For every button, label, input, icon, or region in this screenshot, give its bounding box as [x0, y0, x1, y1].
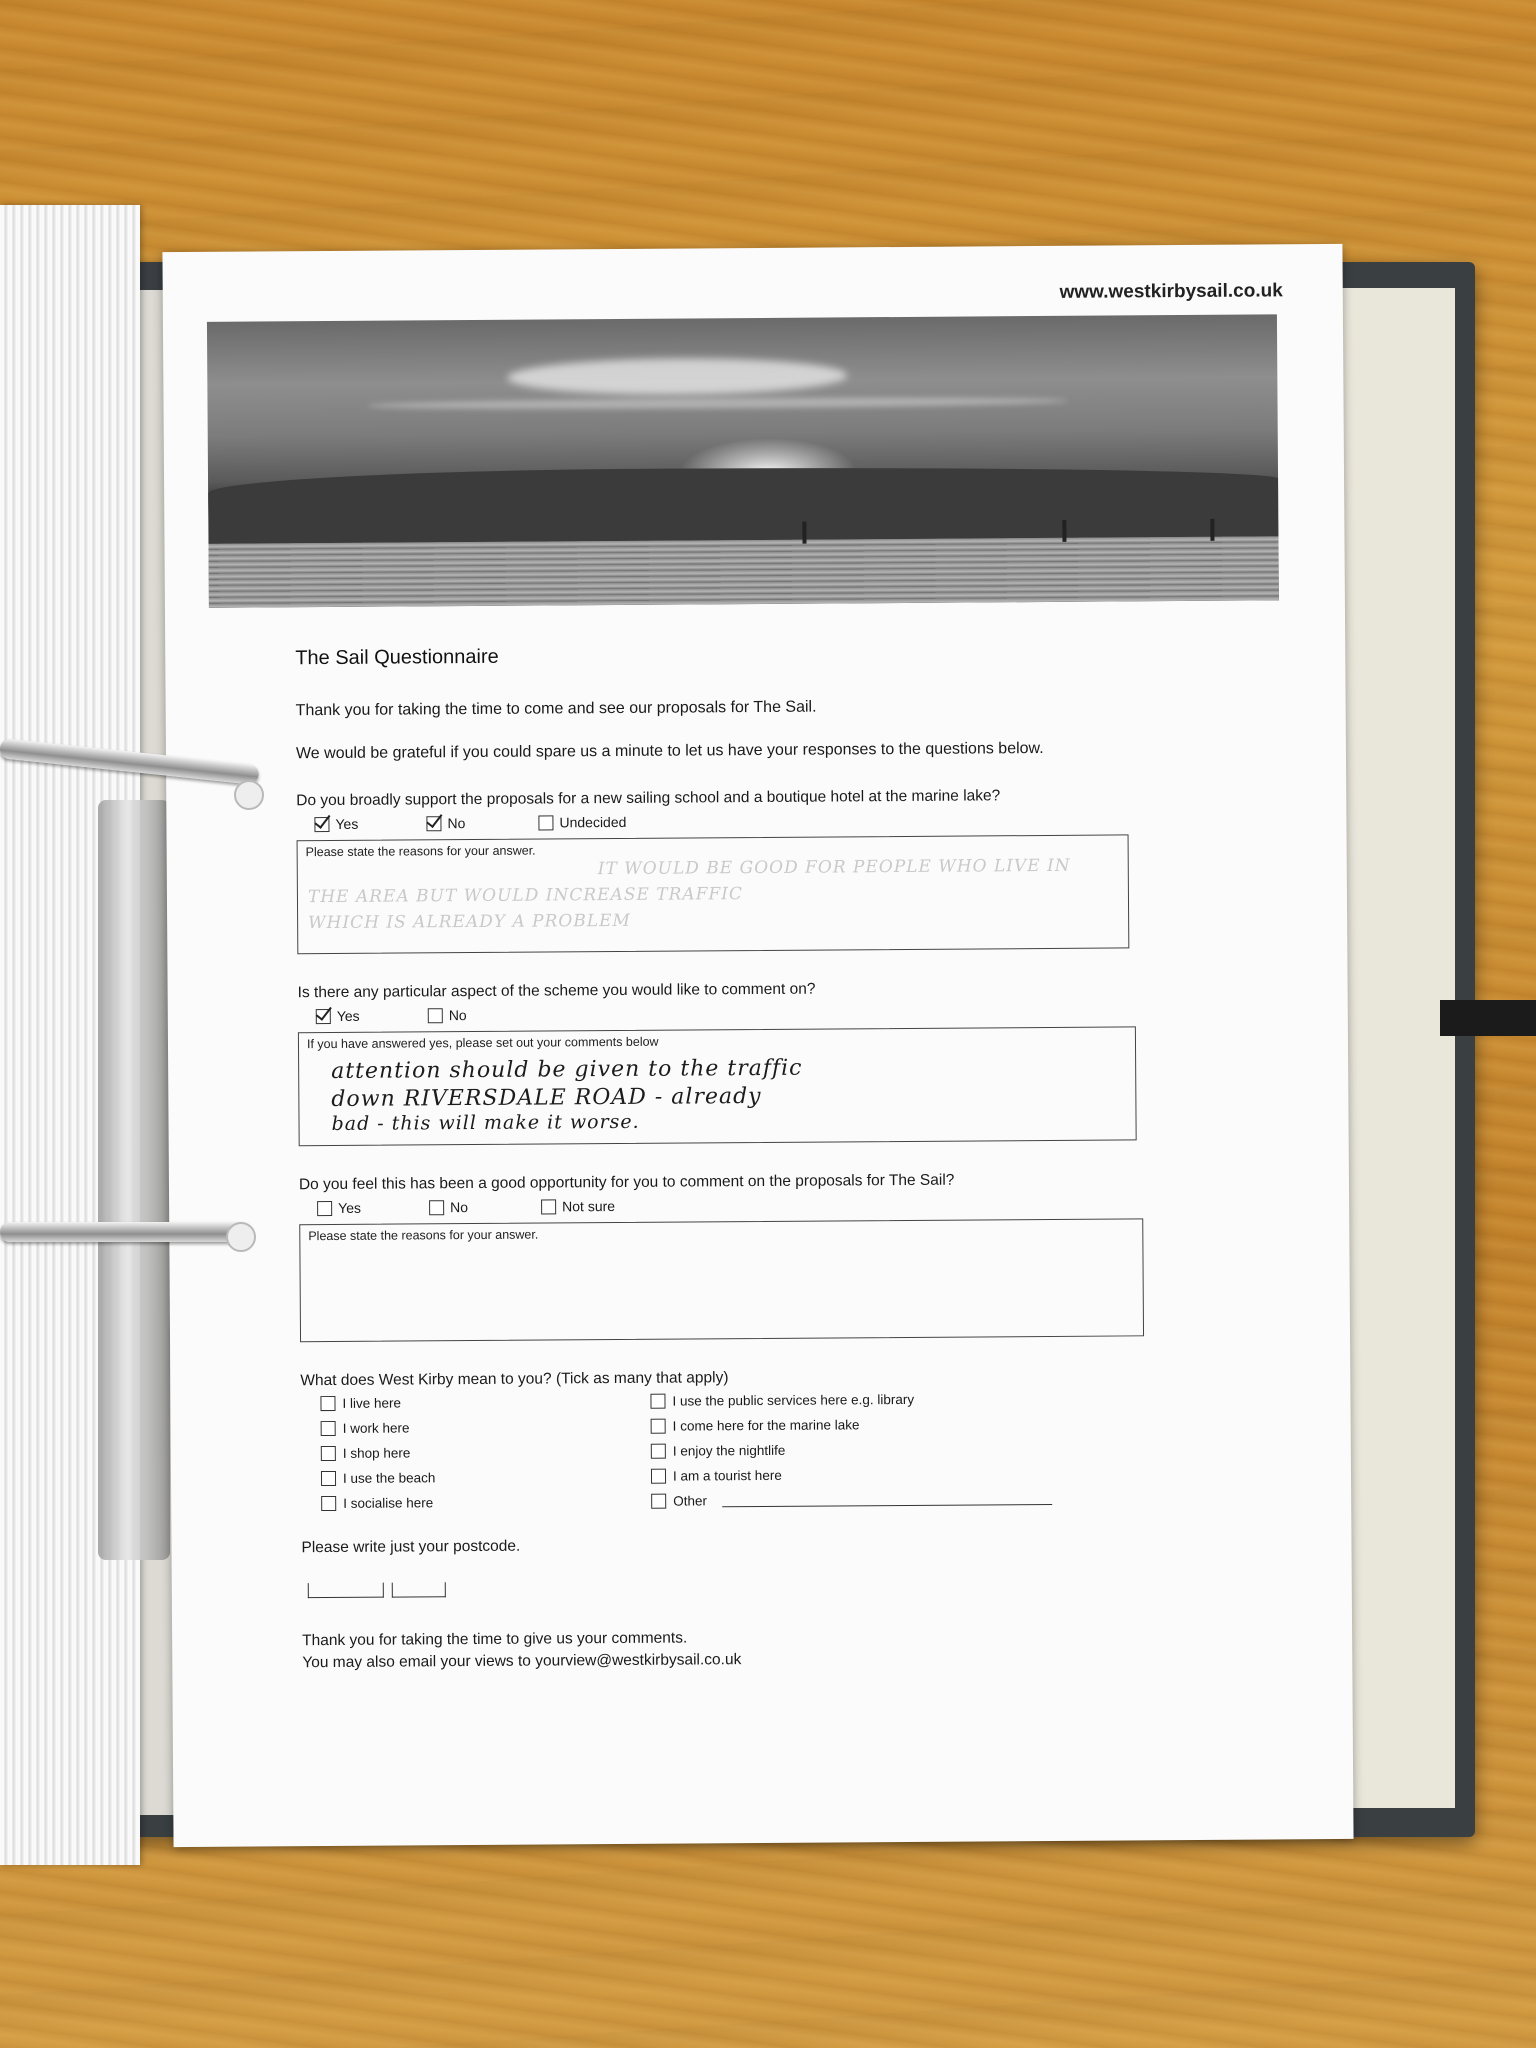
q1-options: [314, 810, 1196, 832]
checkbox[interactable]: [651, 1419, 666, 1434]
figure: [1210, 519, 1214, 541]
q1-option-undecided[interactable]: Undecided: [538, 814, 650, 831]
q3-reason-box[interactable]: [299, 1218, 1144, 1342]
checkbox[interactable]: [651, 1444, 666, 1459]
sea: [208, 536, 1278, 607]
q1-option-yes[interactable]: Yes: [314, 815, 426, 832]
checkbox[interactable]: [651, 1469, 666, 1484]
postcode-label: Please write just your postcode.: [301, 1537, 521, 1557]
q3-option-not-sure[interactable]: Not sure: [541, 1198, 653, 1215]
checkbox[interactable]: [321, 1421, 336, 1436]
form-title: The Sail Questionnaire: [295, 645, 499, 670]
shadow: [1440, 1000, 1536, 1036]
handwriting: WHICH IS ALREADY A PROBLEM: [308, 910, 631, 934]
question-4: What does West Kirby mean to you? (Tick as many that apply): [300, 1369, 729, 1390]
checkbox[interactable]: [428, 1008, 443, 1023]
footer-thanks: Thank you for taking the time to give us your comments.: [302, 1629, 688, 1650]
questionnaire-sheet: [162, 244, 1353, 1847]
postcode-field-1[interactable]: [308, 1583, 384, 1599]
hills: [208, 464, 1278, 543]
checkbox[interactable]: [426, 816, 441, 831]
checkbox[interactable]: [317, 1200, 332, 1215]
checkbox[interactable]: [314, 816, 329, 831]
checkbox[interactable]: [321, 1446, 336, 1461]
checkbox[interactable]: [321, 1496, 336, 1511]
figure: [802, 522, 806, 544]
option-tourist[interactable]: I am a tourist here: [651, 1466, 1071, 1484]
cloud: [507, 357, 847, 395]
box-label: If you have answered yes, please set out your comments below: [306, 1034, 659, 1052]
option-marine-lake[interactable]: I come here for the marine lake: [651, 1416, 1071, 1434]
handwriting: attention should be given to the traffic: [331, 1055, 803, 1084]
q2-option-no[interactable]: No: [428, 1007, 540, 1024]
option-socialise[interactable]: I socialise here: [321, 1494, 651, 1511]
q3-option-no[interactable]: No: [429, 1199, 541, 1216]
checkbox[interactable]: [541, 1199, 556, 1214]
option-shop-here[interactable]: I shop here: [321, 1444, 651, 1461]
postcode-field-2[interactable]: [392, 1582, 446, 1597]
q1-option-no[interactable]: No: [426, 815, 538, 832]
cloud: [367, 396, 1067, 411]
ring-mechanism: [98, 800, 170, 1560]
banner-photo: [207, 314, 1279, 607]
checkbox[interactable]: [538, 815, 553, 830]
figure: [1062, 520, 1066, 542]
checkbox[interactable]: [316, 1008, 331, 1023]
checkbox[interactable]: [321, 1471, 336, 1486]
punch-hole: [234, 780, 264, 810]
form-content: [295, 641, 1202, 1676]
question-1: Do you broadly support the proposals for a new sailing school and a boutique hotel at the marine lake?: [296, 787, 1001, 810]
intro-text: We would be grateful if you could spare us a minute to let us have your responses to the questions below.: [295, 739, 1044, 763]
site-url: www.westkirbysail.co.uk: [1059, 280, 1283, 303]
punch-hole: [226, 1222, 256, 1252]
intro-text: Thank you for taking the time to come and see our proposals for The Sail.: [295, 698, 817, 720]
option-work-here[interactable]: I work here: [321, 1419, 651, 1436]
footer-email: You may also email your views to yourview@westkirbysail.co.uk: [302, 1651, 742, 1672]
other-input-line[interactable]: [722, 1492, 1052, 1507]
option-use-beach[interactable]: I use the beach: [321, 1469, 651, 1486]
checkbox[interactable]: [429, 1200, 444, 1215]
q2-comment-box[interactable]: [298, 1026, 1137, 1146]
option-other[interactable]: Other: [651, 1491, 1071, 1509]
handwriting: down RIVERSDALE ROAD - already: [331, 1083, 762, 1112]
binder-ring-bottom: [0, 1222, 252, 1242]
option-nightlife[interactable]: I enjoy the nightlife: [651, 1441, 1071, 1459]
handwriting: IT WOULD BE GOOD FOR PEOPLE WHO LIVE IN: [597, 855, 1071, 880]
handwriting: bad - this will make it worse.: [331, 1110, 640, 1135]
box-label: Please state the reasons for your answer.: [308, 1227, 539, 1244]
footer: [302, 1626, 1202, 1672]
question-2: Is there any particular aspect of the scheme you would like to comment on?: [297, 980, 816, 1002]
q2-option-yes[interactable]: Yes: [316, 1007, 428, 1024]
q3-options: [317, 1194, 1199, 1216]
checkbox[interactable]: [320, 1396, 335, 1411]
q3-option-yes[interactable]: Yes: [317, 1199, 429, 1216]
postcode-boxes: [308, 1577, 1202, 1598]
option-public-services[interactable]: I use the public services here e.g. library: [650, 1391, 1070, 1409]
checkbox[interactable]: [651, 1494, 666, 1509]
q1-reason-box[interactable]: [297, 834, 1130, 954]
checkbox[interactable]: [650, 1394, 665, 1409]
q2-options: [316, 1002, 1198, 1024]
option-live-here[interactable]: I live here: [320, 1394, 650, 1411]
handwriting: THE AREA BUT WOULD INCREASE TRAFFIC: [307, 884, 744, 908]
q4-checklist: [320, 1390, 1201, 1511]
question-3: Do you feel this has been a good opportunity for you to comment on the proposals for The Sail?: [298, 1171, 955, 1194]
box-label: Please state the reasons for your answer.: [305, 843, 536, 860]
